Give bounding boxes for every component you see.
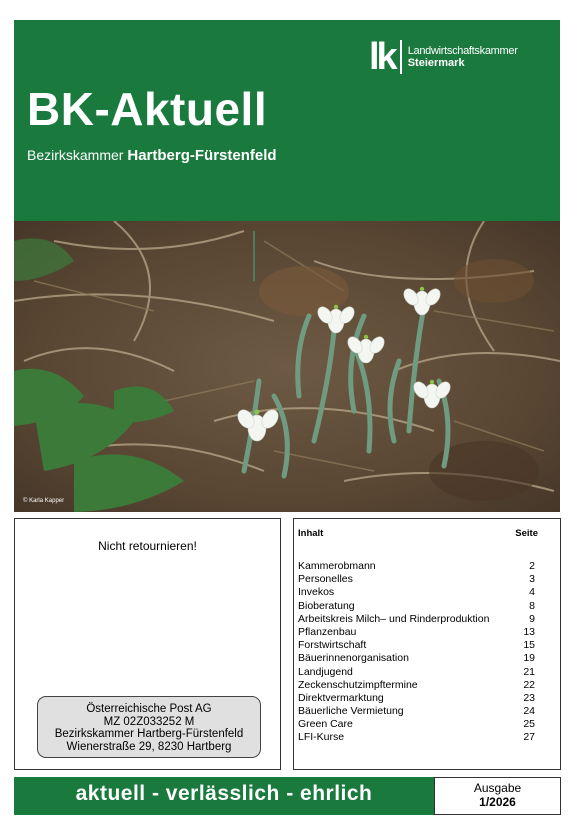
toc-item-title: Zeckenschutzimpftermine — [298, 678, 418, 691]
toc-item-page: 8 — [529, 599, 535, 612]
toc-item-page: 15 — [523, 639, 535, 652]
toc-item-title: Personelles — [298, 573, 353, 586]
toc-item[interactable] — [298, 718, 535, 731]
postal-line-4: Wienerstraße 29, 8230 Hartberg — [66, 740, 232, 753]
table-of-contents — [293, 518, 561, 770]
toc-item-title: Arbeitskreis Milch– und Rinderproduktion — [298, 612, 490, 625]
toc-item[interactable] — [298, 731, 535, 744]
subtitle-district: Hartberg-Fürstenfeld — [127, 147, 277, 164]
toc-item-title: Landjugend — [298, 665, 353, 678]
toc-item-page: 9 — [529, 612, 535, 625]
toc-item[interactable] — [298, 666, 535, 679]
toc-item-page: 23 — [523, 691, 535, 704]
toc-item[interactable] — [298, 600, 535, 613]
postal-line-3: Bezirkskammer Hartberg-Fürstenfeld — [54, 728, 244, 740]
toc-item[interactable] — [298, 586, 535, 599]
postal-label — [37, 696, 261, 758]
toc-item-page: 22 — [523, 678, 535, 691]
toc-item-page: 21 — [523, 665, 535, 678]
toc-item[interactable] — [298, 705, 535, 718]
toc-item-title: LFI-Kurse — [298, 731, 345, 744]
toc-item-title: Bäuerliche Vermietung — [298, 705, 404, 718]
toc-item-page: 27 — [523, 731, 535, 744]
toc-item-title: Forstwirtschaft — [298, 639, 367, 652]
lk-logo-mark: lk — [369, 36, 395, 78]
toc-item[interactable] — [298, 639, 535, 652]
toc-item-title: Green Care — [298, 718, 353, 731]
toc-item-page: 25 — [523, 718, 535, 731]
toc-item-title: Invekos — [298, 586, 335, 599]
toc-item[interactable] — [298, 679, 535, 692]
logo-line-1: Landwirtschaftskammer — [407, 45, 518, 57]
toc-item[interactable] — [298, 626, 535, 639]
masthead — [14, 20, 560, 221]
toc-item-title: Pflanzenbau — [298, 625, 357, 638]
toc-item-title: Bäuerinnenorganisation — [298, 652, 409, 665]
toc-item[interactable] — [298, 652, 535, 665]
photo-credit: © Karla Kapper — [23, 498, 65, 504]
logo-text — [408, 45, 518, 69]
subtitle-prefix: Bezirkskammer — [27, 147, 124, 163]
toc-item[interactable] — [298, 573, 535, 586]
toc-list — [298, 560, 535, 745]
toc-item-title: Kammerobmann — [298, 560, 376, 572]
toc-item-title: Direktvermarktung — [298, 691, 384, 704]
toc-item-page: 19 — [523, 652, 535, 665]
logo-line-2: Steiermark — [407, 57, 465, 69]
toc-item-page: 24 — [523, 705, 535, 718]
toc-item-title: Bioberatung — [298, 599, 355, 612]
issue-number: 1/2026 — [479, 795, 516, 809]
address-panel — [14, 518, 281, 770]
toc-item[interactable] — [298, 692, 535, 705]
slogan-text: aktuell - verlässlich - ehrlich — [75, 782, 373, 805]
newsletter-subtitle — [27, 147, 277, 164]
toc-item[interactable] — [298, 613, 535, 626]
cover-photo-snowdrops — [14, 221, 560, 512]
postal-line-1: Österreichische Post AG — [86, 703, 212, 715]
issue-label: Ausgabe — [473, 781, 522, 795]
logo-divider — [400, 40, 402, 74]
return-notice: Nicht retournieren! — [98, 539, 197, 553]
toc-item[interactable] — [298, 560, 535, 573]
toc-item-page: 3 — [529, 573, 535, 586]
toc-item-page: 2 — [529, 560, 535, 572]
toc-heading: Inhalt — [298, 528, 324, 539]
toc-page-heading: Seite — [515, 528, 538, 539]
landwirtschaftskammer-logo — [369, 36, 518, 78]
issue-box — [434, 777, 561, 815]
newsletter-title: BK-Aktuell — [27, 83, 268, 135]
toc-header — [298, 528, 538, 539]
slogan-bar — [14, 777, 434, 815]
toc-item-page: 13 — [523, 625, 535, 638]
postal-line-2: MZ 02Z033252 M — [103, 715, 195, 728]
toc-item-page: 4 — [529, 586, 535, 599]
